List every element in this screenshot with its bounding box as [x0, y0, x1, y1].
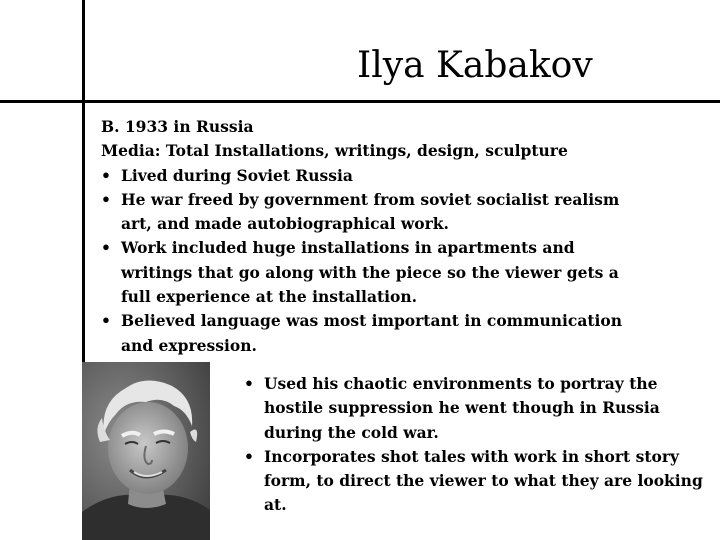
birth-line: B. 1933 in Russia — [101, 117, 254, 136]
portrait-photo — [82, 362, 210, 540]
bullet-icon: • — [101, 311, 111, 331]
bullet-text: Used his chaotic environments to portray the hostile suppression he went though in Russia during the cold war. — [264, 374, 660, 442]
bullet-text: Work included huge installations in apartments and writings that go along with the piece so the viewer gets a full experience at the installation. — [121, 238, 619, 307]
bullet-icon: • — [244, 374, 254, 393]
bullet-icon: • — [101, 238, 111, 258]
bullet-text: Believed language was most important in communication and expression. — [121, 311, 623, 355]
bullet-icon: • — [101, 165, 111, 185]
content-bottom — [244, 372, 704, 518]
media-line: Media: Total Installations, writings, design, sculpture — [101, 141, 568, 161]
bullet-item — [101, 164, 661, 188]
bullet-item — [101, 188, 636, 237]
bullet-item — [101, 309, 641, 358]
bullet-item — [244, 445, 704, 518]
bullet-text: Incorporates shot tales with work in short story form, to direct the viewer to what they are looking at. — [264, 446, 703, 515]
bullet-item — [244, 372, 684, 445]
content-top — [101, 115, 661, 358]
horizontal-divider — [0, 100, 720, 103]
bullet-text: Lived during Soviet Russia — [121, 165, 353, 185]
slide-title: Ilya Kabakov — [357, 45, 593, 86]
bullet-icon: • — [101, 189, 111, 209]
portrait-illustration — [82, 362, 210, 540]
bullet-text: He war freed by government from soviet socialist realism art, and made autobiographical work. — [121, 189, 620, 234]
bullet-item — [101, 236, 641, 309]
bullet-icon: • — [244, 446, 254, 466]
